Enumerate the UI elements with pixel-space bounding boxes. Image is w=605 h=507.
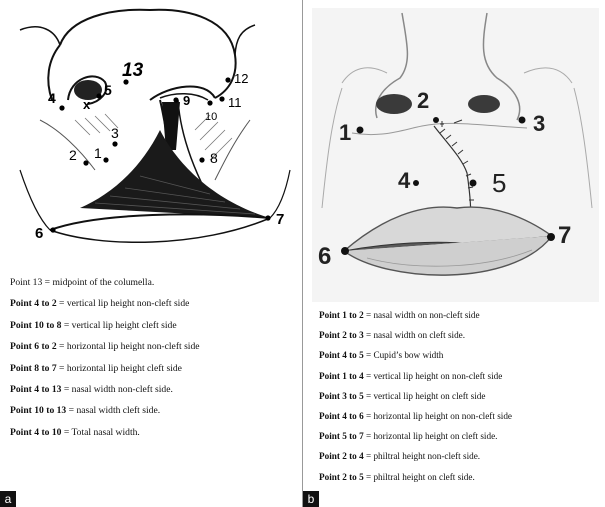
point-label-1: 1 xyxy=(94,145,102,161)
point-label-11: 11 xyxy=(228,95,242,110)
legend-item: Point 10 to 13 = nasal width cleft side. xyxy=(10,405,161,417)
legend-item: Point 4 to 13 = nasal width non-cleft side. xyxy=(10,383,173,395)
cleft-lip-sketch xyxy=(312,8,599,302)
point-label-5: 5 xyxy=(104,82,112,98)
legend-item: Point 6 to 2 = horizontal lip height non-cleft side xyxy=(10,341,200,353)
legend-item: Point 10 to 8 = vertical lip height cleft side xyxy=(10,319,177,331)
legend-a xyxy=(10,272,200,443)
legend-item: Point 4 to 10 = Total nasal width. xyxy=(10,426,140,438)
panel-b xyxy=(303,0,605,507)
legend-item: Point 2 to 5 = philtral height on cleft side. xyxy=(319,471,475,482)
point-label-1: 1 xyxy=(339,120,352,145)
legend-item: Point 4 to 2 = vertical lip height non-cleft side xyxy=(10,298,190,310)
point-label-x: x xyxy=(83,97,91,112)
point-label-13: 13 xyxy=(122,60,144,81)
point-label-4: 4 xyxy=(48,90,56,106)
legend-item: Point 4 to 5 = Cupid’s bow width xyxy=(319,350,444,361)
legend-item: Point 2 to 4 = philtral height non-cleft side. xyxy=(319,451,481,462)
point-label-10: 10 xyxy=(205,111,218,123)
legend-item: Point 8 to 7 = horizontal lip height cleft side xyxy=(10,362,182,374)
panel-label-b: b xyxy=(303,491,319,507)
legend-item: Point 4 to 6 = horizontal lip height on non-cleft side xyxy=(319,410,512,421)
point-label-3: 3 xyxy=(111,125,119,141)
legend-item: Point 1 to 4 = vertical lip height on non-cleft side xyxy=(319,370,503,381)
cleft-lip-line-drawing xyxy=(0,0,302,255)
legend-item: Point 2 to 3 = nasal width on cleft side. xyxy=(319,330,466,341)
point-label-4: 4 xyxy=(398,168,411,193)
point-label-3: 3 xyxy=(533,111,546,136)
point-label-8: 8 xyxy=(210,150,218,166)
point-label-5: 5 xyxy=(492,168,507,198)
point-label-2: 2 xyxy=(69,147,77,163)
point-label-6: 6 xyxy=(35,225,44,242)
legend-item: Point 13 = midpoint of the columella. xyxy=(10,277,155,288)
point-label-12: 12 xyxy=(234,71,249,86)
point-label-9: 9 xyxy=(183,93,191,108)
legend-item: Point 1 to 2 = nasal width on non-cleft side xyxy=(319,310,480,320)
legend-item: Point 5 to 7 = horizontal lip height on cleft side. xyxy=(319,431,498,442)
legend-item: Point 3 to 5 = vertical lip height on cleft side xyxy=(319,390,486,401)
legend-b xyxy=(319,305,512,487)
point-label-6: 6 xyxy=(318,243,332,270)
point-label-7: 7 xyxy=(558,222,572,249)
point-label-7: 7 xyxy=(276,211,285,228)
point-label-2: 2 xyxy=(417,88,430,113)
panel-label-a: a xyxy=(0,491,16,507)
